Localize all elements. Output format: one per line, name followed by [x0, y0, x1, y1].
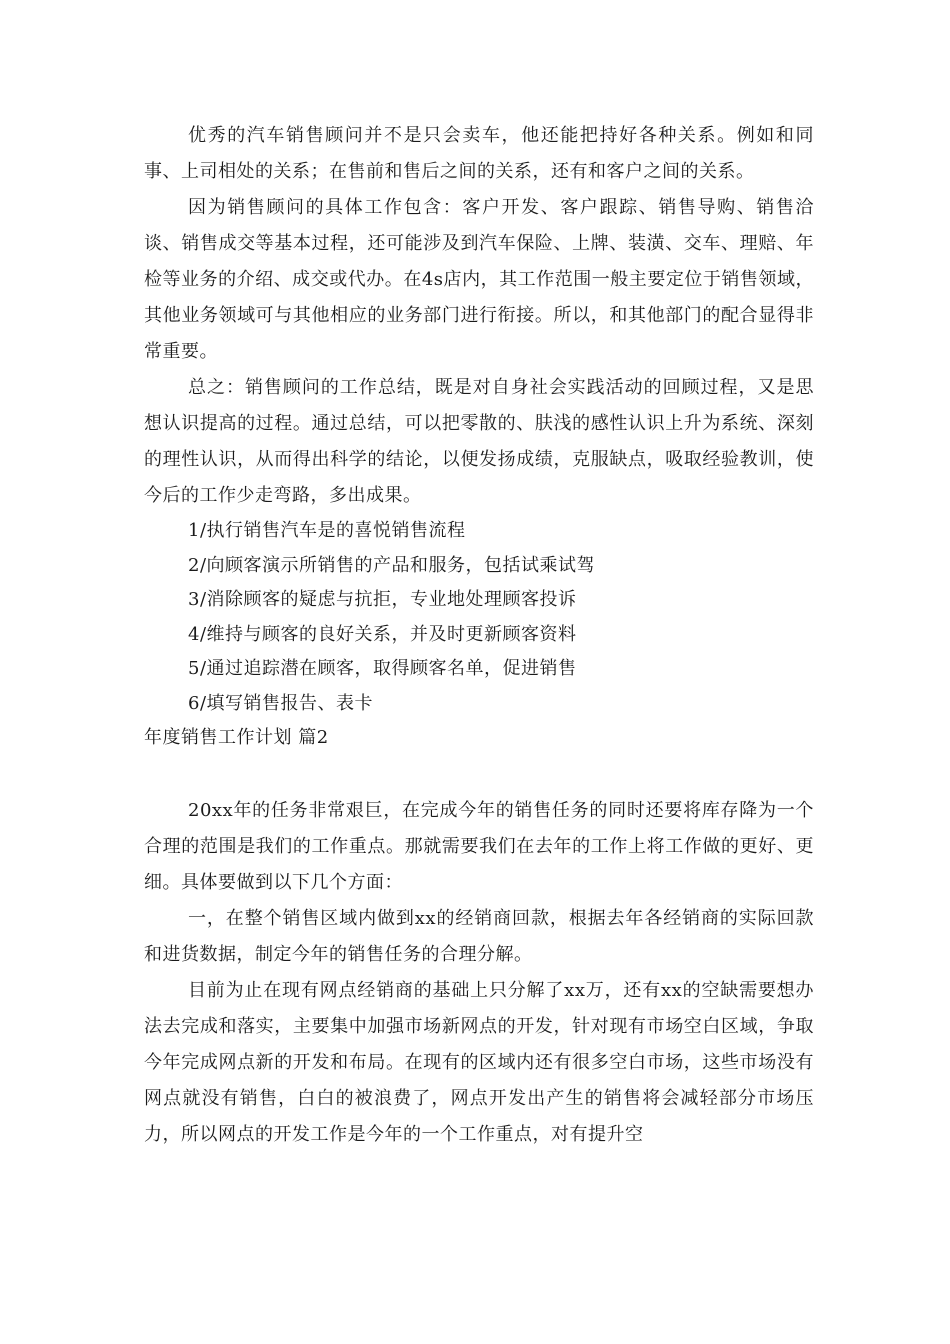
list-item: 1/执行销售汽车是的喜悦销售流程	[188, 520, 466, 541]
duty-list	[144, 514, 814, 721]
document-body	[144, 118, 814, 1153]
section-spacer	[144, 755, 814, 793]
list-item: 5/通过追踪潜在顾客，取得顾客名单，促进销售	[188, 658, 577, 679]
paragraph-job-scope: 因为销售顾问的具体工作包含：客户开发、客户跟踪、销售导购、销售洽谈、销售成交等基本过程，还可能涉及到汽车保险、上牌、装潢、交车、理赔、年检等业务的介绍、成交或代办。在4s店内，其工作范围一般主要定位于销售领域，其他业务领域可与其他相应的业务部门进行衔接。所以，和其他部门的配合显得非常重要。	[144, 197, 814, 362]
list-item: 3/消除顾客的疑虑与抗拒，专业地处理顾客投诉	[188, 589, 577, 610]
paragraph-summary: 总之：销售顾问的工作总结，既是对自身社会实践活动的回顾过程，又是思想认识提高的过程。通过总结，可以把零散的、肤浅的感性认识上升为系统、深刻的理性认识，从而得出科学的结论，以便发扬成绩，克服缺点，吸取经验教训，使今后的工作少走弯路，多出成果。	[144, 377, 814, 506]
paragraph-point-one: 一，在整个销售区域内做到xx的经销商回款，根据去年各经销商的实际回款和进货数据，制定今年的销售任务的合理分解。	[144, 908, 814, 965]
paragraph-relationships: 优秀的汽车销售顾问并不是只会卖车，他还能把持好各种关系。例如和同事、上司相处的关系；在售前和售后之间的关系，还有和客户之间的关系。	[144, 125, 814, 182]
paragraph-annual-task: 20xx年的任务非常艰巨，在完成今年的销售任务的同时还要将库存降为一个合理的范围是我们的工作重点。那就需要我们在去年的工作上将工作做的更好、更细。具体要做到以下几个方面：	[144, 800, 814, 893]
list-item: 2/向顾客演示所销售的产品和服务，包括试乘试驾	[188, 554, 596, 576]
list-item: 6/填写销售报告、表卡	[188, 692, 374, 714]
section-title: 年度销售工作计划 篇2	[144, 727, 329, 748]
list-item: 4/维持与顾客的良好关系，并及时更新顾客资料	[188, 623, 577, 645]
paragraph-network-development: 目前为止在现有网点经销商的基础上只分解了xx万，还有xx的空缺需要想办法去完成和落实，主要集中加强市场新网点的开发，针对现有市场空白区域，争取今年完成网点新的开发和布局。在现有的区域内还有很多空白市场，这些市场没有网点就没有销售，白白的被浪费了，网点开发出产生的销售将会减轻部分市场压力，所以网点的开发工作是今年的一个工作重点，对有提升空	[144, 980, 814, 1145]
